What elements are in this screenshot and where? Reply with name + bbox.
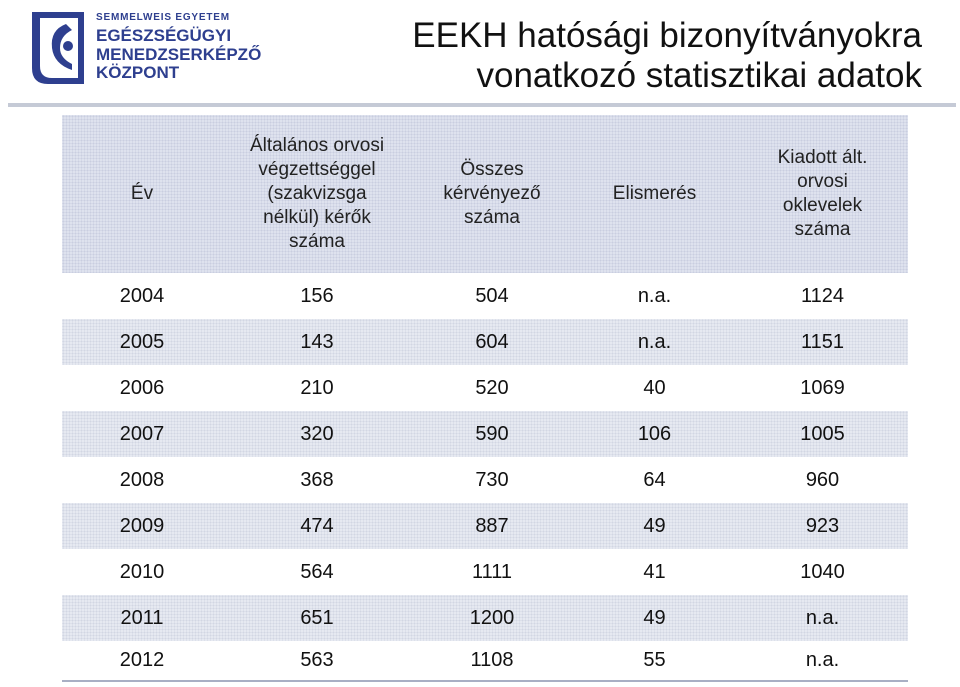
- cell-year: 2008: [119, 469, 165, 491]
- cell-total-applicants: 590: [475, 423, 509, 445]
- cell-recognition: 40: [643, 377, 666, 399]
- cell-year: 2009: [119, 515, 165, 537]
- logo-line-3: MENEDZSERKÉPZŐ: [96, 44, 262, 64]
- title-divider: [8, 103, 956, 107]
- cell-general-applicants: 564: [300, 561, 334, 583]
- header-line: Összes: [460, 159, 524, 180]
- table-row: [62, 641, 908, 679]
- header-recognition: [572, 115, 737, 273]
- cell-general-applicants: 210: [300, 377, 334, 399]
- cell-recognition: 49: [643, 607, 666, 629]
- header-diplomas-issued: [737, 115, 908, 273]
- cell-year: 2006: [119, 377, 165, 399]
- logo: [28, 8, 288, 90]
- cell-total-applicants: 520: [475, 377, 509, 399]
- table-bottom-rule: [62, 680, 908, 682]
- cell-total-applicants: 504: [475, 285, 509, 307]
- cell-general-applicants: 563: [300, 649, 334, 671]
- cell-year: 2004: [119, 285, 165, 307]
- logo-line-1: SEMMELWEIS EGYETEM: [96, 12, 230, 23]
- header-line: Általános orvosi: [249, 135, 385, 156]
- table-row: [62, 457, 908, 503]
- cell-general-applicants: 320: [300, 423, 334, 445]
- header-applicants-general: [222, 115, 412, 273]
- table-row: [62, 365, 908, 411]
- cell-general-applicants: 143: [300, 331, 334, 353]
- logo-line-2: EGÉSZSÉGÜGYI: [96, 26, 232, 45]
- table-row: [62, 411, 908, 457]
- cell-recognition: 49: [643, 515, 666, 537]
- cell-recognition: 106: [637, 423, 672, 445]
- cell-total-applicants: 887: [475, 515, 509, 537]
- header-line: végzettséggel: [258, 159, 376, 180]
- cell-diplomas: 1124: [800, 285, 844, 307]
- cell-general-applicants: 368: [300, 469, 334, 491]
- cell-total-applicants: 604: [475, 331, 509, 353]
- header-line: orvosi: [797, 171, 848, 192]
- cell-recognition: 41: [643, 561, 666, 583]
- statistics-table: [62, 115, 908, 679]
- header-line: Kiadott ált.: [777, 147, 868, 168]
- cell-general-applicants: 474: [300, 515, 334, 537]
- logo-line-4: KÖZPONT: [96, 63, 180, 83]
- cell-year: 2005: [119, 331, 165, 353]
- table-header: [62, 115, 908, 273]
- cell-diplomas: 1040: [800, 561, 845, 583]
- table-row: [62, 549, 908, 595]
- cell-recognition: 64: [643, 469, 666, 491]
- header-line: Év: [130, 183, 154, 204]
- title-line-1: EEKH hatósági bizonyítványokra: [412, 16, 922, 55]
- cell-diplomas: n.a.: [805, 649, 840, 671]
- cell-total-applicants: 1108: [470, 649, 514, 671]
- table-row: [62, 273, 908, 319]
- header-line: (szakvizsga: [267, 183, 367, 204]
- cell-year: 2011: [120, 607, 164, 629]
- header-total-applicants: [412, 115, 572, 273]
- university-emblem-icon: [28, 8, 88, 88]
- header-line: száma: [794, 219, 851, 240]
- cell-diplomas: n.a.: [805, 607, 840, 629]
- cell-year: 2010: [119, 561, 165, 583]
- cell-recognition: 55: [643, 649, 666, 671]
- table-row: [62, 503, 908, 549]
- cell-general-applicants: 156: [300, 285, 334, 307]
- logo-text: [96, 12, 261, 83]
- cell-general-applicants: 651: [300, 607, 334, 629]
- header-line: száma: [464, 207, 520, 228]
- header-line: száma: [289, 231, 345, 252]
- cell-total-applicants: 1111: [471, 561, 513, 583]
- cell-year: 2007: [119, 423, 165, 445]
- cell-diplomas: 1069: [800, 377, 845, 399]
- cell-year: 2012: [119, 649, 165, 671]
- header-line: nélkül) kérők: [263, 207, 371, 228]
- cell-recognition: n.a.: [637, 285, 672, 307]
- cell-diplomas: 1005: [800, 423, 845, 445]
- page-title: [412, 16, 922, 96]
- header-line: oklevelek: [782, 195, 863, 216]
- cell-total-applicants: 1200: [469, 607, 515, 629]
- title-line-2: vonatkozó statisztikai adatok: [476, 56, 922, 95]
- cell-total-applicants: 730: [475, 469, 509, 491]
- cell-diplomas: 1151: [800, 331, 844, 353]
- header-year: [62, 115, 222, 273]
- header-line: Elismerés: [612, 183, 697, 204]
- cell-diplomas: 923: [805, 515, 840, 537]
- header-line: kérvényező: [443, 183, 541, 204]
- cell-recognition: n.a.: [637, 331, 672, 353]
- cell-diplomas: 960: [805, 469, 840, 491]
- table-row: [62, 319, 908, 365]
- table-row: [62, 595, 908, 641]
